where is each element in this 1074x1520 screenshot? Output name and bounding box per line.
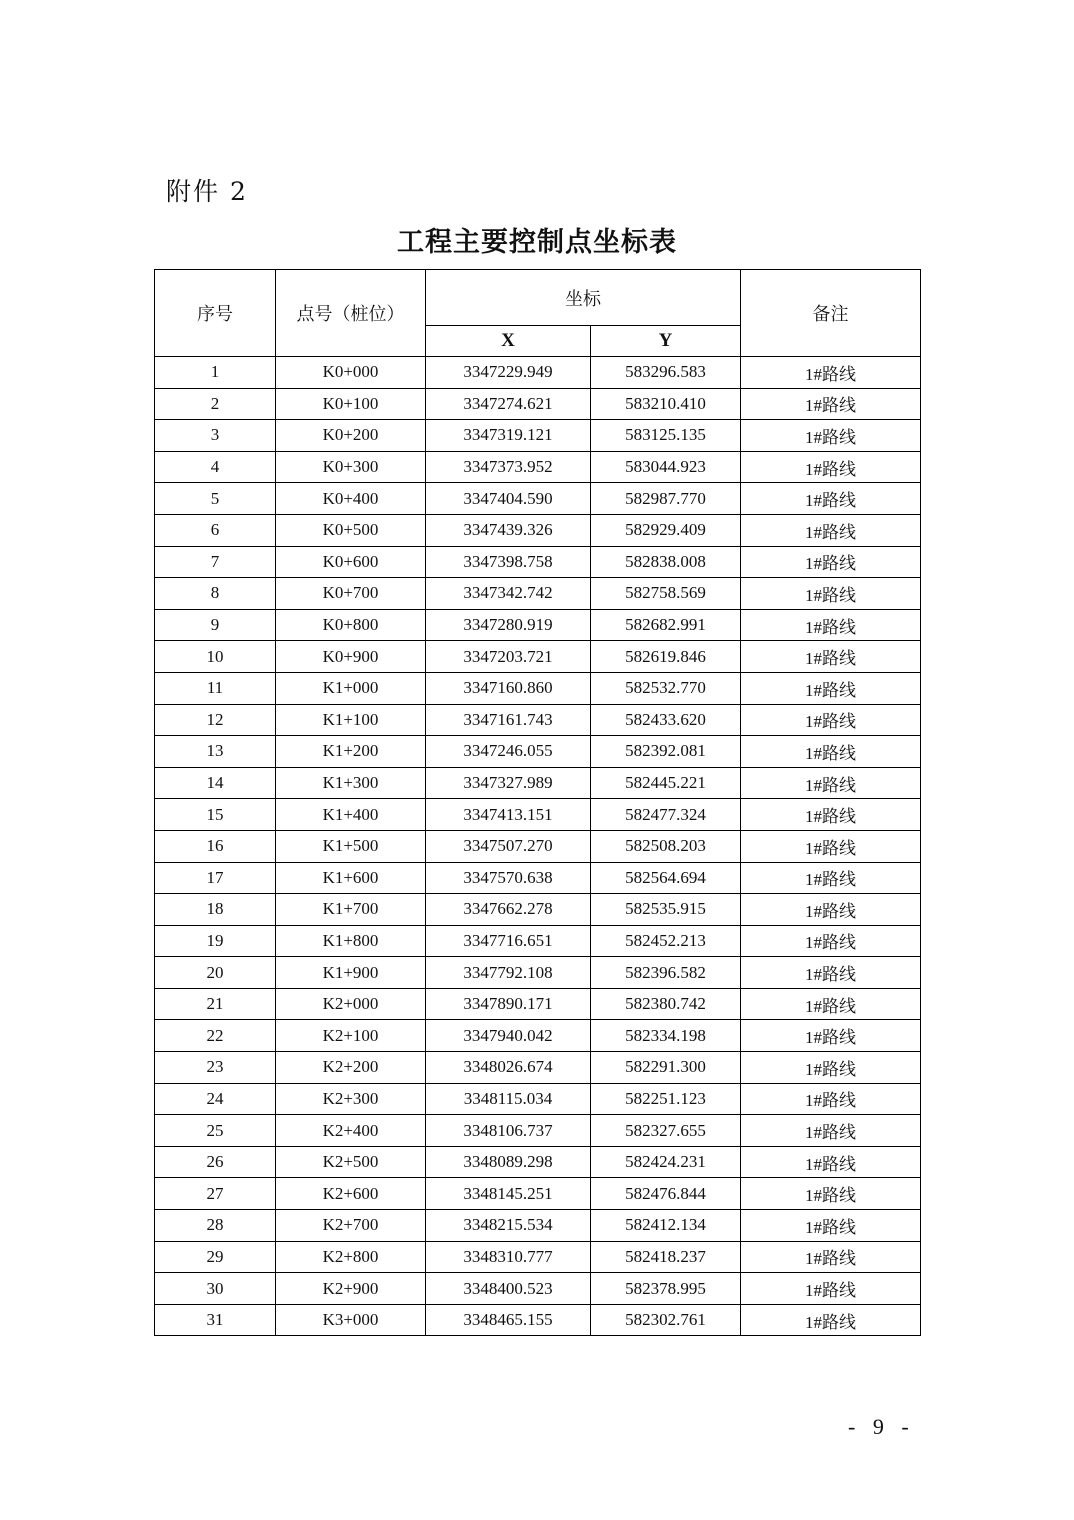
table-row [155, 483, 921, 515]
cell-point: K2+100 [276, 1020, 426, 1052]
table-row [155, 1304, 921, 1336]
cell-y: 582535.915 [591, 894, 741, 926]
header-x: X [426, 326, 591, 357]
cell-point: K0+700 [276, 578, 426, 610]
cell-index: 31 [155, 1304, 276, 1336]
header-y: Y [591, 326, 741, 357]
cell-index: 14 [155, 767, 276, 799]
cell-note: 1#路线 [741, 799, 921, 831]
cell-note: 1#路线 [741, 451, 921, 483]
cell-note: 1#路线 [741, 1115, 921, 1147]
cell-x: 3347398.758 [426, 546, 591, 578]
cell-point: K3+000 [276, 1304, 426, 1336]
table-row [155, 988, 921, 1020]
table-row [155, 925, 921, 957]
cell-index: 7 [155, 546, 276, 578]
cell-index: 11 [155, 672, 276, 704]
cell-note: 1#路线 [741, 704, 921, 736]
cell-note: 1#路线 [741, 483, 921, 515]
cell-y: 582412.134 [591, 1210, 741, 1242]
cell-note: 1#路线 [741, 1052, 921, 1084]
cell-y: 582476.844 [591, 1178, 741, 1210]
cell-y: 582334.198 [591, 1020, 741, 1052]
table-row [155, 1115, 921, 1147]
cell-point: K1+300 [276, 767, 426, 799]
cell-index: 26 [155, 1146, 276, 1178]
cell-x: 3348310.777 [426, 1241, 591, 1273]
cell-y: 582433.620 [591, 704, 741, 736]
cell-point: K0+800 [276, 609, 426, 641]
cell-y: 582619.846 [591, 641, 741, 673]
cell-index: 6 [155, 514, 276, 546]
cell-y: 582838.008 [591, 546, 741, 578]
cell-x: 3347570.638 [426, 862, 591, 894]
table-row [155, 704, 921, 736]
cell-point: K2+600 [276, 1178, 426, 1210]
table-row [155, 1273, 921, 1305]
table-row [155, 830, 921, 862]
cell-x: 3348145.251 [426, 1178, 591, 1210]
cell-index: 29 [155, 1241, 276, 1273]
table-row [155, 609, 921, 641]
cell-note: 1#路线 [741, 862, 921, 894]
cell-index: 13 [155, 736, 276, 768]
cell-x: 3347662.278 [426, 894, 591, 926]
cell-note: 1#路线 [741, 957, 921, 989]
cell-index: 23 [155, 1052, 276, 1084]
cell-x: 3347890.171 [426, 988, 591, 1020]
cell-index: 19 [155, 925, 276, 957]
cell-point: K0+200 [276, 420, 426, 452]
cell-point: K1+600 [276, 862, 426, 894]
cell-note: 1#路线 [741, 988, 921, 1020]
table-row [155, 1052, 921, 1084]
cell-x: 3347319.121 [426, 420, 591, 452]
table-row [155, 736, 921, 768]
cell-note: 1#路线 [741, 514, 921, 546]
table-row [155, 451, 921, 483]
cell-y: 582477.324 [591, 799, 741, 831]
cell-note: 1#路线 [741, 736, 921, 768]
header-coordinates: 坐标 [426, 270, 741, 326]
cell-note: 1#路线 [741, 1083, 921, 1115]
cell-y: 582380.742 [591, 988, 741, 1020]
cell-note: 1#路线 [741, 767, 921, 799]
cell-x: 3347792.108 [426, 957, 591, 989]
cell-y: 582508.203 [591, 830, 741, 862]
cell-index: 15 [155, 799, 276, 831]
cell-note: 1#路线 [741, 672, 921, 704]
cell-x: 3347716.651 [426, 925, 591, 957]
cell-index: 16 [155, 830, 276, 862]
cell-index: 8 [155, 578, 276, 610]
cell-note: 1#路线 [741, 1273, 921, 1305]
cell-x: 3347203.721 [426, 641, 591, 673]
cell-y: 582929.409 [591, 514, 741, 546]
table-row [155, 894, 921, 926]
cell-point: K0+300 [276, 451, 426, 483]
table-row [155, 1020, 921, 1052]
cell-y: 582532.770 [591, 672, 741, 704]
cell-y: 582418.237 [591, 1241, 741, 1273]
cell-y: 582564.694 [591, 862, 741, 894]
table-row [155, 641, 921, 673]
cell-y: 582251.123 [591, 1083, 741, 1115]
table-row [155, 1178, 921, 1210]
cell-index: 10 [155, 641, 276, 673]
cell-x: 3347280.919 [426, 609, 591, 641]
cell-index: 27 [155, 1178, 276, 1210]
cell-point: K0+400 [276, 483, 426, 515]
cell-x: 3347160.860 [426, 672, 591, 704]
attachment-label: 附件 2 [166, 177, 248, 206]
cell-y: 582392.081 [591, 736, 741, 768]
cell-x: 3347404.590 [426, 483, 591, 515]
cell-y: 582987.770 [591, 483, 741, 515]
cell-y: 583044.923 [591, 451, 741, 483]
cell-y: 583125.135 [591, 420, 741, 452]
cell-y: 582378.995 [591, 1273, 741, 1305]
cell-x: 3348215.534 [426, 1210, 591, 1242]
cell-y: 582302.761 [591, 1304, 741, 1336]
cell-point: K2+700 [276, 1210, 426, 1242]
cell-y: 582424.231 [591, 1146, 741, 1178]
cell-point: K1+200 [276, 736, 426, 768]
cell-point: K2+000 [276, 988, 426, 1020]
cell-index: 28 [155, 1210, 276, 1242]
cell-x: 3348089.298 [426, 1146, 591, 1178]
cell-x: 3347940.042 [426, 1020, 591, 1052]
cell-index: 20 [155, 957, 276, 989]
cell-note: 1#路线 [741, 388, 921, 420]
cell-index: 9 [155, 609, 276, 641]
cell-point: K2+900 [276, 1273, 426, 1305]
page-title: 工程主要控制点坐标表 [397, 227, 677, 258]
cell-x: 3347246.055 [426, 736, 591, 768]
cell-point: K2+500 [276, 1146, 426, 1178]
cell-point: K2+200 [276, 1052, 426, 1084]
table-row [155, 420, 921, 452]
cell-y: 582445.221 [591, 767, 741, 799]
coordinate-table [154, 269, 921, 1336]
cell-point: K2+300 [276, 1083, 426, 1115]
cell-index: 1 [155, 357, 276, 389]
cell-index: 4 [155, 451, 276, 483]
cell-x: 3347229.949 [426, 357, 591, 389]
cell-point: K1+900 [276, 957, 426, 989]
cell-note: 1#路线 [741, 894, 921, 926]
table-row [155, 514, 921, 546]
table-row [155, 957, 921, 989]
cell-x: 3347373.952 [426, 451, 591, 483]
cell-note: 1#路线 [741, 546, 921, 578]
cell-point: K1+100 [276, 704, 426, 736]
cell-note: 1#路线 [741, 1304, 921, 1336]
cell-note: 1#路线 [741, 357, 921, 389]
cell-point: K1+700 [276, 894, 426, 926]
cell-index: 24 [155, 1083, 276, 1115]
cell-y: 582682.991 [591, 609, 741, 641]
table-row [155, 357, 921, 389]
cell-x: 3348400.523 [426, 1273, 591, 1305]
cell-x: 3347274.621 [426, 388, 591, 420]
cell-x: 3347342.742 [426, 578, 591, 610]
cell-point: K1+800 [276, 925, 426, 957]
cell-x: 3347507.270 [426, 830, 591, 862]
cell-x: 3348465.155 [426, 1304, 591, 1336]
cell-index: 30 [155, 1273, 276, 1305]
cell-point: K1+000 [276, 672, 426, 704]
cell-note: 1#路线 [741, 578, 921, 610]
cell-x: 3347439.326 [426, 514, 591, 546]
cell-note: 1#路线 [741, 1241, 921, 1273]
cell-point: K0+000 [276, 357, 426, 389]
cell-y: 582758.569 [591, 578, 741, 610]
cell-x: 3348115.034 [426, 1083, 591, 1115]
cell-index: 5 [155, 483, 276, 515]
table-row [155, 672, 921, 704]
cell-index: 22 [155, 1020, 276, 1052]
header-point: 点号（桩位） [276, 270, 426, 357]
cell-note: 1#路线 [741, 1020, 921, 1052]
cell-point: K0+600 [276, 546, 426, 578]
table-row [155, 862, 921, 894]
table-row [155, 767, 921, 799]
table-row [155, 1083, 921, 1115]
cell-note: 1#路线 [741, 609, 921, 641]
header-index: 序号 [155, 270, 276, 357]
cell-index: 25 [155, 1115, 276, 1147]
table-row [155, 578, 921, 610]
cell-point: K1+500 [276, 830, 426, 862]
cell-point: K2+800 [276, 1241, 426, 1273]
cell-y: 583296.583 [591, 357, 741, 389]
cell-note: 1#路线 [741, 1146, 921, 1178]
header-note: 备注 [741, 270, 921, 357]
cell-x: 3347161.743 [426, 704, 591, 736]
cell-x: 3348026.674 [426, 1052, 591, 1084]
cell-y: 582327.655 [591, 1115, 741, 1147]
cell-note: 1#路线 [741, 1210, 921, 1242]
cell-index: 18 [155, 894, 276, 926]
cell-note: 1#路线 [741, 925, 921, 957]
cell-index: 3 [155, 420, 276, 452]
cell-y: 582396.582 [591, 957, 741, 989]
table-row [155, 1146, 921, 1178]
cell-index: 2 [155, 388, 276, 420]
cell-point: K1+400 [276, 799, 426, 831]
cell-index: 21 [155, 988, 276, 1020]
cell-y: 583210.410 [591, 388, 741, 420]
cell-point: K0+900 [276, 641, 426, 673]
cell-point: K0+500 [276, 514, 426, 546]
table-row [155, 388, 921, 420]
cell-x: 3347327.989 [426, 767, 591, 799]
cell-point: K0+100 [276, 388, 426, 420]
table-body [155, 357, 921, 1336]
cell-x: 3348106.737 [426, 1115, 591, 1147]
cell-note: 1#路线 [741, 1178, 921, 1210]
cell-x: 3347413.151 [426, 799, 591, 831]
cell-note: 1#路线 [741, 830, 921, 862]
table-row [155, 1210, 921, 1242]
cell-y: 582291.300 [591, 1052, 741, 1084]
cell-note: 1#路线 [741, 420, 921, 452]
table-row [155, 546, 921, 578]
table-row [155, 1241, 921, 1273]
cell-note: 1#路线 [741, 641, 921, 673]
cell-y: 582452.213 [591, 925, 741, 957]
page-number: - 9 - [848, 1414, 915, 1439]
table-row [155, 799, 921, 831]
cell-index: 12 [155, 704, 276, 736]
cell-index: 17 [155, 862, 276, 894]
cell-point: K2+400 [276, 1115, 426, 1147]
